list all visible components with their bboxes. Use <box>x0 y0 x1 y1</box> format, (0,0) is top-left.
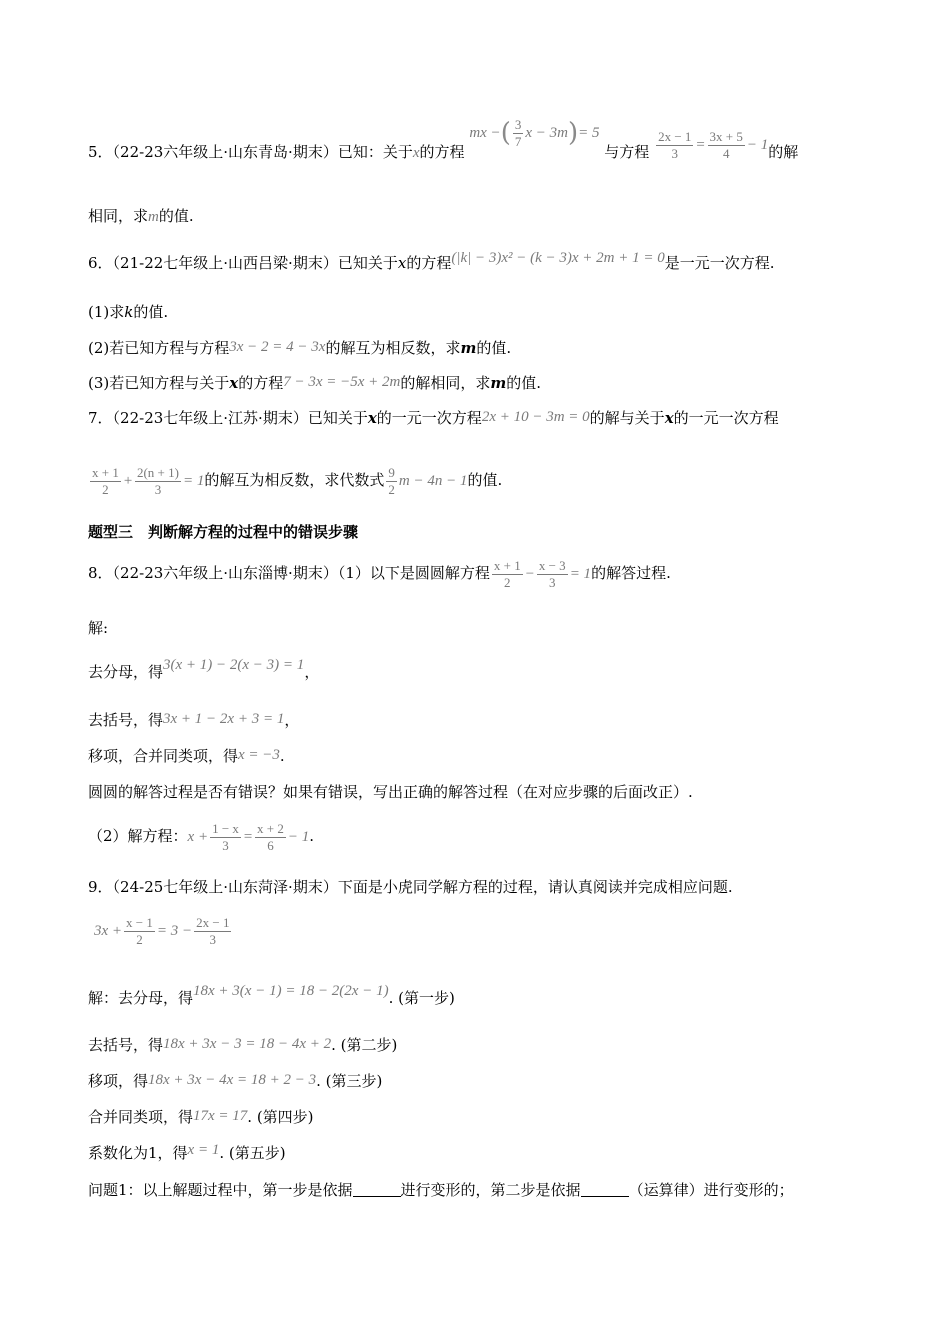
q5-text: 的值. <box>158 207 194 225</box>
frac-numerator: x − 3 <box>538 557 566 573</box>
q9-step2-equation: 18x + 3x − 3 = 18 − 4x + 2 <box>163 1036 332 1052</box>
q5-eq2-part: − 1 <box>746 137 769 153</box>
q8-p2-part: x + <box>187 829 209 845</box>
q6-equation: (|k| − 3)x² − (k − 3)x + 2m + 1 = 0 <box>451 250 665 266</box>
q8-text: 去括号，得 <box>88 711 164 729</box>
q9-eq-part: 3x + <box>94 923 123 939</box>
q7-text: 的一元一次方程 <box>376 409 482 427</box>
frac-numerator: 2x − 1 <box>658 128 692 144</box>
q6-text: 的值. <box>133 303 169 321</box>
q6-p2-equation: 3x − 2 = 4 − 3x <box>229 339 326 355</box>
frac-numerator: x + 1 <box>493 557 521 573</box>
q8-number: 8． <box>88 564 113 582</box>
q6-p3-equation: 7 − 3x = −5x + 2m <box>283 374 401 390</box>
frac-numerator: 3 <box>514 116 522 132</box>
frac-numerator: 2(n + 1) <box>136 464 179 480</box>
q8-text: （1）以下是圆圆解方程 <box>337 564 490 582</box>
frac-denominator: 2 <box>388 481 395 497</box>
q5-line2 <box>88 206 194 227</box>
q8-text: . <box>279 747 285 765</box>
q7-eq2-fraction-2 <box>135 465 181 498</box>
q7-eq2-fraction-1 <box>90 465 121 498</box>
q5-line1 <box>88 116 799 175</box>
q6-var-m: m <box>490 374 507 392</box>
q5-eq2-fraction-1 <box>656 129 693 162</box>
q6-var-x: x <box>229 374 239 392</box>
q8-step3-equation: x = −3 <box>238 747 280 763</box>
q8-text: 的解答过程. <box>591 564 671 582</box>
frac-denominator: 3 <box>671 145 678 161</box>
q9-text: . (第二步) <box>331 1036 398 1054</box>
q8-question: 圆圆的解答过程是否有错误？如果有错误，写出正确的解答过程（在对应步骤的后面改正）. <box>88 783 693 801</box>
q6-part1 <box>88 302 168 322</box>
q5-number: 5． <box>88 143 113 161</box>
frac-denominator: 3 <box>222 837 229 853</box>
q5-text: 的方程 <box>419 143 465 161</box>
q8-fraction-2 <box>537 558 568 591</box>
frac-denominator: 3 <box>209 931 217 947</box>
q8-step1-equation: 3(x + 1) − 2(x − 3) = 1 <box>163 657 305 673</box>
q8-text: ， <box>284 711 300 729</box>
section-heading: 题型三 判断解方程的过程中的错误步骤 <box>88 523 359 541</box>
q9-step2 <box>88 1035 397 1056</box>
q5-var-x: x <box>412 145 420 161</box>
q6-part3 <box>88 373 541 394</box>
q8-text: 去分母，得 <box>88 663 164 681</box>
q5-eq1-part: mx − <box>469 125 501 141</box>
q6-text: 已知关于 <box>337 254 398 272</box>
frac-numerator: 1 − x <box>212 820 239 836</box>
q5-text: 与方程 <box>604 143 650 161</box>
q8-eq-part: − <box>524 566 535 582</box>
q9-step5 <box>88 1143 286 1164</box>
q5-eq2-part: = <box>695 137 706 153</box>
q9-source: （24-25七年级上·山东菏泽·期末） <box>112 878 338 896</box>
q6-text: 是一元一次方程. <box>664 254 775 272</box>
q5-text: 已知：关于 <box>337 143 413 161</box>
q7-source: （22-23七年级上·江苏·期末） <box>112 409 308 427</box>
frac-denominator: 2 <box>102 481 109 497</box>
q5-eq1-part: x − 3m <box>525 125 568 141</box>
q7-var-x: x <box>367 409 377 427</box>
q5-source: （22-23六年级上·山东青岛·期末） <box>112 143 338 161</box>
q8-eq-part: = 1 <box>569 566 592 582</box>
frac-numerator: 3x + 5 <box>709 128 743 144</box>
q8-step2 <box>88 710 299 731</box>
q7-expr-fraction <box>386 465 397 498</box>
q8-p2-part: = <box>242 829 254 845</box>
q8-text: 移项，合并同类项，得 <box>88 747 239 765</box>
q8-fraction-1 <box>492 558 523 591</box>
frac-numerator: 2x − 1 <box>196 914 230 930</box>
q7-expr-part: m − 4n − 1 <box>398 473 468 489</box>
q6-line1 <box>88 250 775 274</box>
frac-numerator: x + 1 <box>92 464 119 480</box>
q7-var-x: x <box>664 409 674 427</box>
q9-question1 <box>88 1180 794 1200</box>
q7-eq2-part: + <box>122 473 133 489</box>
q6-text: 的值. <box>506 374 542 392</box>
q6-text: 的解互为相反数，求 <box>325 339 461 357</box>
q8-p2-part: − 1 <box>287 829 310 845</box>
q7-eq2-part: = 1 <box>182 473 205 489</box>
q6-text: 的解相同，求 <box>400 374 491 392</box>
q7-text: 的值. <box>467 471 503 489</box>
q9-text: 下面是小虎同学解方程的过程，请认真阅读并完成相应问题. <box>337 878 733 896</box>
q9-text: （运算律）进行变形的； <box>628 1181 794 1199</box>
q9-step4-equation: 17x = 17 <box>193 1108 248 1124</box>
q6-var-k: k <box>124 303 134 321</box>
q9-step1-equation: 18x + 3(x − 1) = 18 − 2(2x − 1) <box>193 983 389 999</box>
frac-denominator: 3 <box>549 574 556 590</box>
q7-text: 的解与关于 <box>589 409 665 427</box>
q8-text: （2）解方程： <box>88 827 188 845</box>
q9-step3 <box>88 1071 382 1092</box>
q9-step4 <box>88 1107 314 1128</box>
q9-text: . (第四步) <box>247 1108 314 1126</box>
frac-denominator: 4 <box>722 145 730 161</box>
q9-text: 问题1：以上解题过程中，第一步是依据 <box>88 1181 353 1199</box>
q6-text: (2)若已知方程与方程 <box>88 339 230 357</box>
q9-text: 进行变形的，第二步是依据 <box>400 1181 581 1199</box>
q6-number: 6． <box>88 254 113 272</box>
q7-text: 的一元一次方程 <box>673 409 779 427</box>
q7-text: 的解互为相反数，求代数式 <box>204 471 385 489</box>
q8-part2 <box>88 818 314 855</box>
q9-text: . (第五步) <box>219 1144 286 1162</box>
frac-denominator: 2 <box>136 931 143 947</box>
q5-eq2-fraction-2 <box>708 129 745 162</box>
q6-text: 的方程 <box>406 254 452 272</box>
q6-part2 <box>88 338 511 359</box>
q9-line1 <box>88 877 733 897</box>
q7-text: 已知关于 <box>307 409 368 427</box>
q9-text: . (第三步) <box>316 1072 383 1090</box>
q9-eq-part: = 3 − <box>156 923 193 939</box>
q5-text: 相同，求 <box>88 207 149 225</box>
q5-var-m: m <box>148 209 159 225</box>
answer-blank-2[interactable] <box>581 1196 629 1197</box>
q9-equation <box>94 912 233 949</box>
q9-step1 <box>88 983 455 1009</box>
q6-text: 的值. <box>476 339 512 357</box>
q7-line1 <box>88 408 779 429</box>
q8-step1 <box>88 657 320 683</box>
q6-var-m: m <box>460 339 477 357</box>
q6-text: (3)若已知方程与关于 <box>88 374 230 392</box>
q5-equation-2 <box>654 122 768 167</box>
frac-numerator: x − 1 <box>126 914 153 930</box>
q8-line1 <box>88 555 671 592</box>
q8-text: . <box>309 827 315 845</box>
q9-fraction-2 <box>194 915 231 948</box>
q6-var-x: x <box>397 254 407 272</box>
q5-text: 的解 <box>768 143 799 161</box>
q6-text: (1)求 <box>88 303 125 321</box>
q9-step3-equation: 18x + 3x − 4x = 18 + 2 − 3 <box>148 1072 317 1088</box>
q5-eq1-part: = 5 <box>578 125 600 141</box>
q8-text: ， <box>304 663 320 681</box>
q7-number: 7． <box>88 409 113 427</box>
frac-denominator: 3 <box>154 481 162 497</box>
q9-step5-equation: x = 1 <box>187 1142 220 1158</box>
frac-denominator: 7 <box>514 133 522 149</box>
q9-text: 解：去分母，得 <box>88 989 194 1007</box>
q9-text: 去括号，得 <box>88 1036 164 1054</box>
q8-source: （22-23六年级上·山东淄博·期末） <box>112 564 338 582</box>
q9-text: 合并同类项，得 <box>88 1108 194 1126</box>
q8-p2-fraction-2 <box>255 821 286 854</box>
q7-line2 <box>88 462 502 499</box>
q9-text: . (第一步) <box>388 989 455 1007</box>
frac-numerator: 9 <box>388 464 395 480</box>
q9-number: 9． <box>88 878 113 896</box>
answer-blank-1[interactable] <box>353 1196 401 1197</box>
q6-text: 的方程 <box>238 374 284 392</box>
q8-p2-fraction-1 <box>210 821 241 854</box>
q6-source: （21-22七年级上·山西吕梁·期末） <box>112 254 338 272</box>
frac-denominator: 6 <box>267 837 274 853</box>
q9-fraction-1 <box>124 915 155 948</box>
q8-jie: 解: <box>88 619 109 637</box>
q9-text: 移项，得 <box>88 1072 149 1090</box>
frac-numerator: x + 2 <box>257 820 284 836</box>
q5-eq1-fraction <box>513 117 524 150</box>
q5-equation-1: mx −( $\frac{3}{7}$ x − 3m)= 5 <box>469 116 600 149</box>
q8-step2-equation: 3x + 1 − 2x + 3 = 1 <box>163 711 285 727</box>
q9-text: 系数化为1，得 <box>88 1144 188 1162</box>
frac-denominator: 2 <box>504 574 511 590</box>
q7-equation-1: 2x + 10 − 3m = 0 <box>481 409 590 425</box>
q8-step3 <box>88 746 285 767</box>
